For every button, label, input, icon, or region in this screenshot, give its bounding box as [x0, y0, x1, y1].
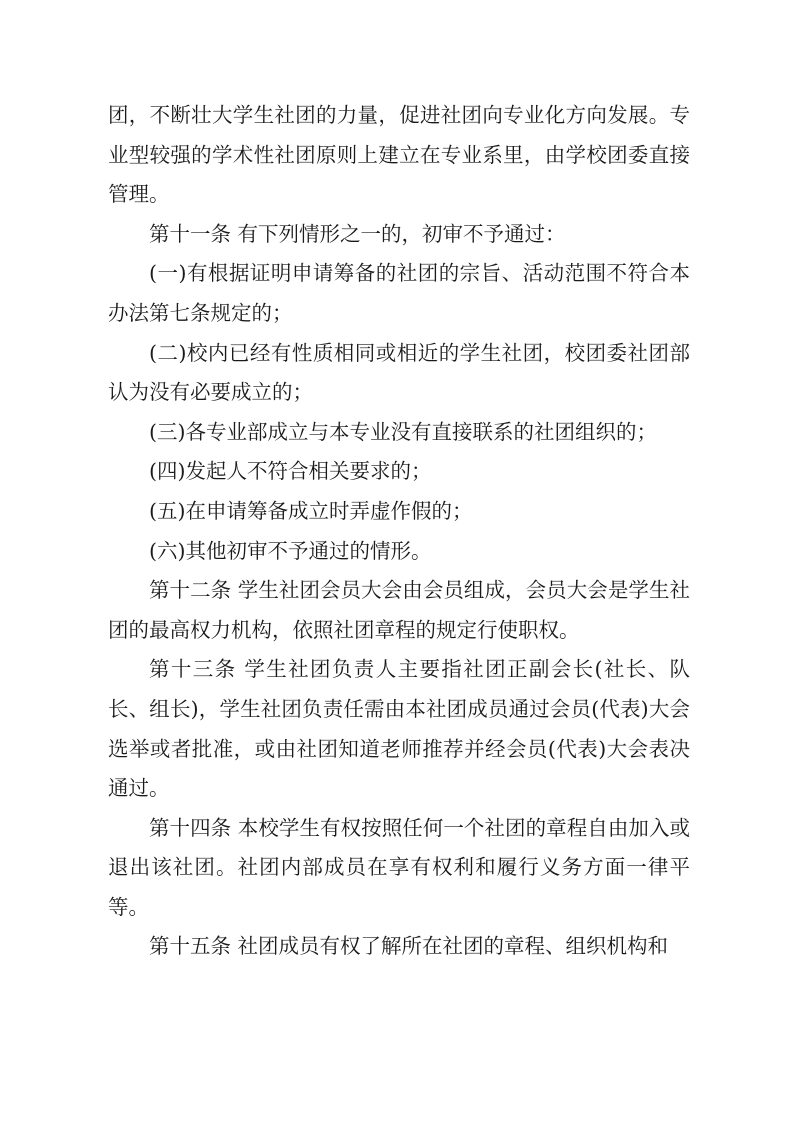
paragraph-5: (三)各专业部成立与本专业没有直接联系的社团组织的； [149, 419, 657, 444]
paragraph-7: (五)在申请筹备成立时弄虚作假的； [149, 498, 473, 523]
paragraph-4: (二)校内已经有性质相同或相近的学生社团，校团委社团部认为没有必要成立的； [108, 340, 690, 405]
paragraph-3: (一)有根据证明申请筹备的社团的宗旨、活动范围不符合本办法第七条规定的； [108, 261, 690, 325]
paragraph-1: 团，不断壮大学生社团的力量，促进社团向专业化方向发展。专业型较强的学术性社团原则上建立在专业系里，由学校团委直接管理。 [108, 103, 690, 207]
paragraph-2: 第十一条 有下列情形之一的，初审不予通过： [149, 221, 566, 246]
paragraph-8: (六)其他初审不予通过的情形。 [149, 538, 432, 563]
paragraph-9: 第十二条 学生社团会员大会由会员组成，会员大会是学生社团的最高权力机构，依照社团章程的规定行使职权。 [108, 578, 690, 642]
paragraph-6: (四)发起人不符合相关要求的； [149, 459, 432, 484]
paragraph-10: 第十三条 学生社团负责人主要指社团正副会长(社长、队长、组长)，学生社团负责任需由本社团成员通过会员(代表)大会选举或者批准，或由社团知道老师推荐并经会员(代表)大会表决通过。 [108, 657, 690, 801]
paragraph-12: 第十五条 社团成员有权了解所在社团的章程、组织机构和 [149, 934, 669, 959]
paragraph-11: 第十四条 本校学生有权按照任何一个社团的章程自由加入或退出该社团。社团内部成员在享有权利和履行义务方面一律平等。 [108, 815, 690, 919]
document-body [108, 96, 690, 967]
